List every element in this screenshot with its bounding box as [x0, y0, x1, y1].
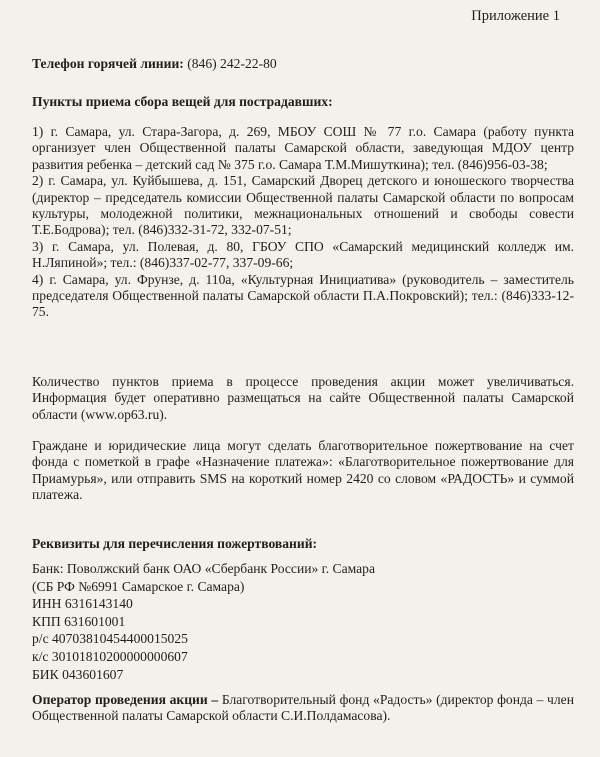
requisite-line: Банк: Поволжский банк ОАО «Сбербанк России» г. Самара — [32, 561, 375, 576]
collection-point-item: 4) г. Самара, ул. Фрунзе, д. 110а, «Культурная Инициатива» (руководитель – заместитель председателя Общественной палаты Самарской области П.А.Покровский); тел.: (846)333-12-75. — [32, 271, 574, 320]
collection-point-item: 2) г. Самара, ул. Куйбышева, д. 151, Самарский Дворец детского и юношеского творчества (директор – председатель комиссии Общественной палаты Самарской области по вопросам культуры, молодежной политики, межнациональных отношений и свободы совести Т.Е.Бодрова); тел. (846)332-31-72, 332-07-51; — [32, 173, 574, 238]
appendix-label: Приложение 1 — [471, 8, 560, 24]
info-paragraph: Количество пунктов приема в процессе проведения акции может увеличиваться. Информация будет оперативно размещаться на сайте Общественной палаты Самарской области (www.op63.ru). — [32, 374, 574, 422]
hotline-label: Телефон горячей линии: — [32, 56, 184, 71]
donation-paragraph: Граждане и юридические лица могут сделать благотворительное пожертвование на счет фонда с пометкой в графе «Назначение платежа»: «Благотворительное пожертвование для Приамурья», или отправить SMS на короткий номер 2420 со словом «РАДОСТЬ» и суммой платежа. — [32, 438, 574, 503]
requisite-line: КПП 631601001 — [32, 613, 126, 629]
collection-point-item: 3) г. Самара, ул. Полевая, д. 80, ГБОУ СПО «Самарский медицинский колледж им. Н.Ляпиной»; тел.: (846)337-02-77, 337-09-66; — [32, 238, 574, 271]
requisites-list — [32, 560, 574, 683]
requisite-line: (СБ РФ №6991 Самарское г. Самара) — [32, 578, 245, 594]
collection-points-heading: Пункты приема сбора вещей для пострадавших: — [32, 94, 333, 109]
requisite-line: р/с 40703810454400015025 — [32, 631, 188, 647]
operator-label: Оператор проведения акции – — [32, 692, 219, 707]
hotline-phone: (846) 242-22-80 — [183, 56, 277, 71]
operator-text: Благотворительный фонд «Радость» (директор фонда – член Общественной палаты Самарской области С.И.Полдамасова). — [32, 692, 574, 724]
requisites-heading: Реквизиты для перечисления пожертвований: — [32, 536, 318, 551]
requisite-line: БИК 043601607 — [32, 666, 124, 682]
collection-point-item: 1) г. Самара, ул. Стара-Загора, д. 269, МБОУ СОШ № 77 г.о. Самара (работу пункта организует член Общественной палаты Самарской области, заведующая МДОУ центр развития ребенка – детский сад № 375 г.о. Самара Т.М.Мишуткина); тел. (846)956-03-38; — [32, 124, 574, 172]
operator-paragraph — [32, 692, 574, 725]
collection-points-list — [32, 124, 574, 321]
requisite-line: к/с 30101810200000000607 — [32, 648, 188, 664]
hotline-line — [32, 56, 574, 72]
requisite-line: ИНН 6316143140 — [32, 596, 133, 612]
